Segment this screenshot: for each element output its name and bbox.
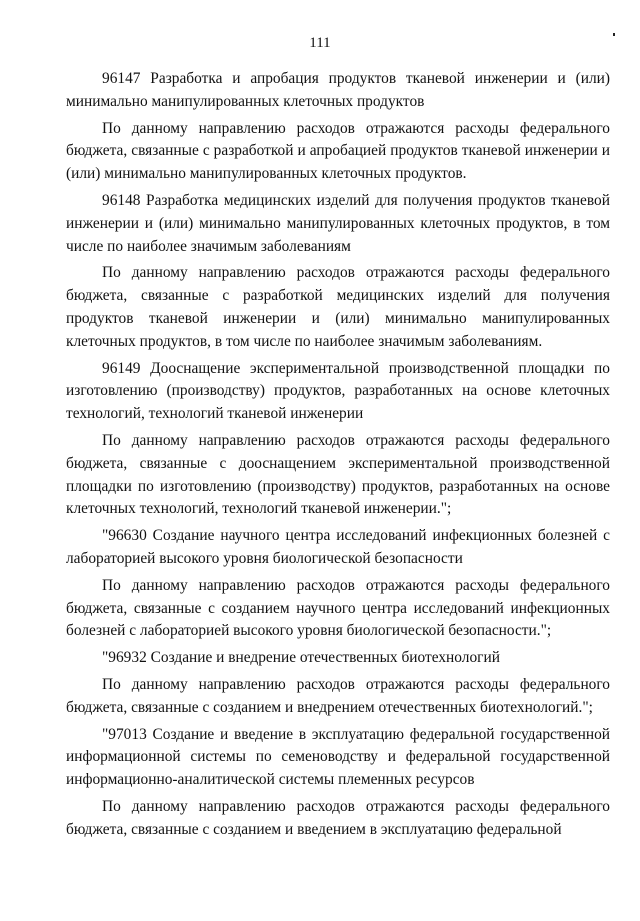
scan-mark [613, 33, 615, 36]
paragraph-96147-body: По данному направлению расходов отражаются расходы федерального бюджета, связанные с разработкой и апробацией продуктов тканевой инженерии и (или) минимально манипулированных клеточных продуктов. [66, 119, 610, 183]
page-number: 111 [309, 35, 331, 51]
document-body [66, 68, 610, 846]
paragraph-96630-body: По данному направлению расходов отражаются расходы федерального бюджета, связанные с созданием научного центра исследований инфекционных болезней с лабораторией высокого уровня биологической безопасности."; [66, 576, 610, 640]
paragraph-96630-heading: "96630 Создание научного центра исследований инфекционных болезней с лабораторией высокого уровня биологической безопасности [66, 527, 610, 567]
paragraph-96147-heading: 96147 Разработка и апробация продуктов тканевой инженерии и (или) минимально манипулированных клеточных продуктов [66, 70, 610, 110]
paragraph-96932-body: По данному направлению расходов отражаются расходы федерального бюджета, связанные с созданием и внедрением отечественных биотехнологий."; [66, 675, 610, 716]
paragraph-96932-heading: "96932 Создание и внедрение отечественных биотехнологий [102, 649, 500, 667]
paragraph-96148-body: По данному направлению расходов отражаются расходы федерального бюджета, связанные с разработкой медицинских изделий для получения продуктов тканевой инженерии и (или) минимально манипулированных клеточных продуктов, в том числе по наиболее значимым заболеваниям. [66, 264, 610, 350]
paragraph-97013-heading: "97013 Создание и введение в эксплуатацию федеральной государственной информационной системы по семеноводству и федеральной государственной информационно-аналитической системы племенных ресурсов [66, 725, 610, 789]
paragraph-96148-heading: 96148 Разработка медицинских изделий для получения продуктов тканевой инженерии и (или) минимально манипулированных клеточных продуктов, в том числе по наиболее значимым заболеваниям [66, 191, 610, 255]
paragraph-97013-body: По данному направлению расходов отражаются расходы федерального бюджета, связанные с созданием и введением в эксплуатацию федеральной [66, 797, 610, 838]
paragraph-96149-body: По данному направлению расходов отражаются расходы федерального бюджета, связанные с дооснащением экспериментальной производственной площадки по изготовлению (производству) продуктов, разработанных на основе клеточных технологий, технологий тканевой инженерии."; [66, 431, 610, 518]
paragraph-96149-heading: 96149 Дооснащение экспериментальной производственной площадки по изготовлению (производству) продуктов, разработанных на основе клеточных технологий, технологий тканевой инженерии [66, 359, 610, 423]
